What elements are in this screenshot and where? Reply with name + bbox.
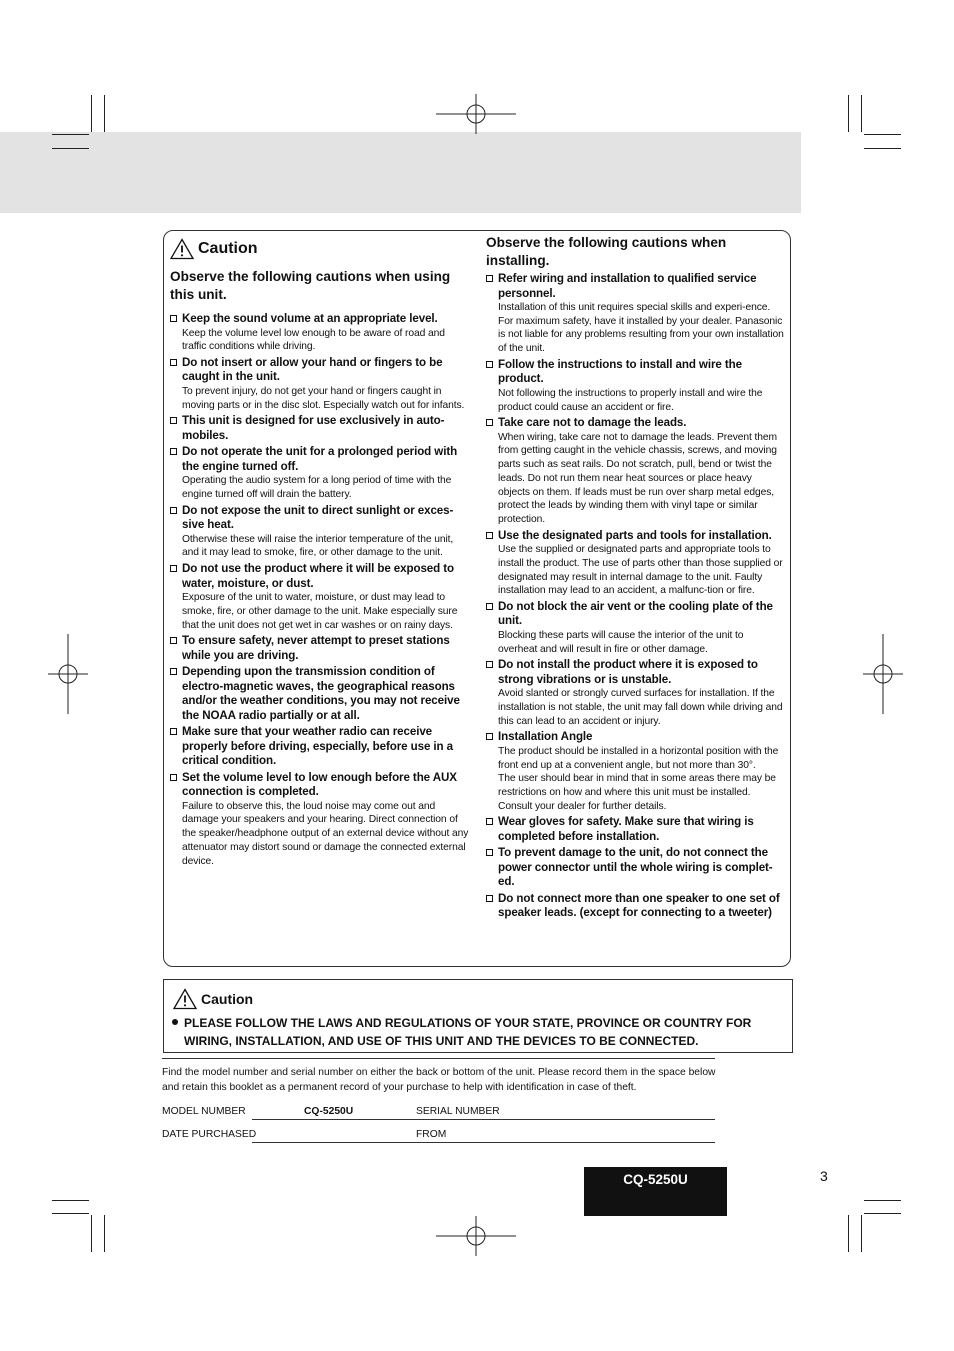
item-title: Take care not to damage the leads. (498, 416, 687, 430)
item-description: Operating the audio system for a long period of time with the engine turned off will drain the battery. (182, 475, 452, 501)
registration-mark-left (48, 634, 88, 714)
item-description: Not following the instructions to properly install and wire the product could cause an accident or fire. (498, 387, 763, 413)
from-label: FROM (416, 1129, 447, 1140)
item-description: Keep the volume level low enough to be aware of road and traffic conditions while driving. (182, 327, 445, 353)
item-description: Avoid slanted or strongly curved surfaces for installation. If the installation is not stable, the unit may fall down while driving and this can lead to an accident or injury. (498, 688, 783, 727)
bullet-icon (172, 1019, 178, 1025)
list-item (170, 665, 470, 723)
item-title: Wear gloves for safety. Make sure that wiring is completed before installation. (498, 815, 754, 843)
model-number-value: CQ-5250U (304, 1106, 354, 1117)
model-number-label: MODEL NUMBER (162, 1106, 246, 1117)
list-item (170, 356, 470, 412)
registration-mark-top (436, 94, 516, 134)
item-title: Do not connect more than one speaker to one set of speaker leads. (except for connecting to a tweeter) (498, 891, 780, 920)
using-cautions-heading: Observe the following cautions when using this unit. (170, 269, 451, 302)
warning-triangle-icon (170, 238, 194, 260)
model-number-line (252, 1119, 715, 1120)
item-title: Do not install the product where it is exposed to strong vibrations or is unstable. (498, 658, 758, 686)
laws-caution-heading: Caution (173, 988, 253, 1010)
list-item (486, 892, 784, 921)
record-top-rule (162, 1058, 715, 1059)
item-title: Follow the instructions to install and wire the product. (498, 357, 742, 386)
item-title: Do not operate the unit for a prolonged period with the engine turned off. (182, 445, 458, 473)
record-intro: Find the model number and serial number on either the back or bottom of the unit. Please record them in the space below and retain this booklet as a permanent record of your purchase to help with identification in case of theft. (162, 1067, 716, 1093)
checkbox-bullet-icon (170, 565, 177, 572)
checkbox-bullet-icon (170, 448, 177, 455)
laws-caution-box (163, 979, 793, 1053)
checkbox-bullet-icon (486, 895, 493, 902)
laws-caution-text: PLEASE FOLLOW THE LAWS AND REGULATIONS OF YOUR STATE, PROVINCE OR COUNTRY FOR WIRING, INSTALLATION, AND USE OF THIS UNIT AND THE DEVICES TO BE CONNECTED. (172, 1014, 799, 1050)
item-title: Use the designated parts and tools for installation. (498, 528, 772, 542)
item-title: Make sure that your weather radio can receive properly before driving, especially, before use in a critical condition. (182, 725, 453, 768)
item-description: The user should bear in mind that in some areas there may be restrictions on how and where this unit must be installed. Consult your dealer for further details. (498, 773, 776, 812)
checkbox-bullet-icon (486, 661, 493, 668)
item-description: When wiring, take care not to damage the leads. Prevent them from getting caught in the vehicle chassis, screws, and moving parts such as seat rails. Do not scratch, pull, bend or twist the leads. Do not run them near heat sources or place heavy objects on them. If leads must be run over sharp metal edges, protect the leads by winding them with vinyl tape or similar protection. (498, 431, 778, 525)
caution-heading: Caution (170, 238, 470, 260)
date-purchased-label: DATE PURCHASED (162, 1129, 257, 1140)
checkbox-bullet-icon (170, 728, 177, 735)
list-item (486, 600, 784, 656)
item-title: To ensure safety, never attempt to preset stations while you are driving. (182, 634, 450, 662)
checkbox-bullet-icon (486, 275, 493, 282)
checkbox-bullet-icon (486, 849, 493, 856)
checkbox-bullet-icon (170, 774, 177, 781)
list-item (170, 445, 470, 501)
list-item (486, 846, 784, 890)
model-footer-badge: CQ-5250U (584, 1167, 727, 1216)
registration-mark-bottom (436, 1216, 516, 1256)
list-item (170, 562, 470, 632)
checkbox-bullet-icon (170, 315, 177, 322)
item-description: The product should be installed in a horizontal position with the front end up at a convenient angle, but not more than 30°. (498, 745, 779, 771)
list-item (486, 272, 784, 356)
item-title: Do not expose the unit to direct sunlight or exces-sive heat. (182, 503, 454, 532)
serial-number-label: SERIAL NUMBER (416, 1106, 500, 1117)
installing-cautions-heading: Observe the following cautions when installing. (486, 235, 727, 268)
list-item (486, 658, 784, 728)
item-title: Keep the sound volume at an appropriate level. (182, 312, 438, 325)
item-title: Do not use the product where it will be exposed to water, moisture, or dust. (182, 562, 454, 590)
checkbox-bullet-icon (486, 818, 493, 825)
item-title: Set the volume level to low enough before the AUX connection is completed. (182, 770, 457, 799)
checkbox-bullet-icon (170, 417, 177, 424)
item-title: This unit is designed for use exclusively in auto-mobiles. (182, 414, 445, 442)
header-band (0, 132, 801, 213)
date-purchased-line (252, 1142, 715, 1143)
item-title: Do not insert or allow your hand or fingers to be caught in the unit. (182, 355, 443, 384)
item-description: Exposure of the unit to water, moisture, or dust may lead to smoke, fire, or other damage to the unit. Make especially sure that the unit does not get wet in car washes or on rainy days. (182, 592, 458, 631)
item-title: Refer wiring and installation to qualified service personnel. (498, 272, 757, 300)
checkbox-bullet-icon (486, 419, 493, 426)
checkbox-bullet-icon (170, 637, 177, 644)
list-item (486, 730, 784, 813)
checkbox-bullet-icon (486, 532, 493, 539)
checkbox-bullet-icon (170, 507, 177, 514)
list-item (486, 416, 784, 526)
list-item (170, 725, 470, 769)
list-item (170, 634, 470, 663)
checkbox-bullet-icon (170, 668, 177, 675)
item-description: Failure to observe this, the loud noise may come out and damage your speakers and your hearing. Direct connection of the speaker/headphone output of an external device without any attenuator may distort sound or damage the connected external device. (182, 800, 469, 867)
checkbox-bullet-icon (486, 361, 493, 368)
list-item (170, 771, 470, 869)
item-description: Installation of this unit requires special skills and experi-ence. For maximum safety, have it installed by your dealer. Panasonic is not liable for any problems resulting from your own installation of the unit. (498, 302, 784, 355)
checkbox-bullet-icon (486, 603, 493, 610)
item-description: Use the supplied or designated parts and appropriate tools to install the product. The use of parts other than those supplied or designated may result in internal damage to the unit. Faulty installation may lead to an accident, a malfunc-tion or fire. (498, 544, 783, 597)
caution-left-column (170, 238, 470, 868)
registration-mark-right (863, 634, 903, 714)
caution-right-column (486, 234, 784, 921)
item-title: To prevent damage to the unit, do not connect the power connector until the whole wiring is complet-ed. (498, 846, 773, 889)
checkbox-bullet-icon (486, 733, 493, 740)
item-description: Blocking these parts will cause the interior of the unit to overheat and will result in fire or other damage. (498, 629, 744, 655)
page-number: 3 (820, 1168, 828, 1184)
using-cautions-list (170, 312, 470, 868)
checkbox-bullet-icon (170, 359, 177, 366)
item-title: Do not block the air vent or the cooling plate of the unit. (498, 599, 773, 628)
item-title: Depending upon the transmission condition of electro-magnetic waves, the geographical reasons and/or the weather conditions, you may not receive the NOAA radio partially or at all. (182, 665, 460, 722)
installing-cautions-list (486, 272, 784, 921)
list-item (486, 815, 784, 844)
list-item (486, 358, 784, 414)
item-description: To prevent injury, do not get your hand or fingers caught in moving parts or in the disc slot. Especially watch out for infants. (182, 385, 465, 411)
item-title: Installation Angle (498, 730, 593, 744)
list-item (170, 414, 470, 443)
list-item (170, 312, 470, 354)
item-description: Otherwise these will raise the interior temperature of the unit, and it may lead to smoke, fire, or other damage to the unit. (182, 533, 454, 559)
list-item (486, 529, 784, 598)
list-item (170, 504, 470, 560)
warning-triangle-icon (173, 988, 197, 1010)
